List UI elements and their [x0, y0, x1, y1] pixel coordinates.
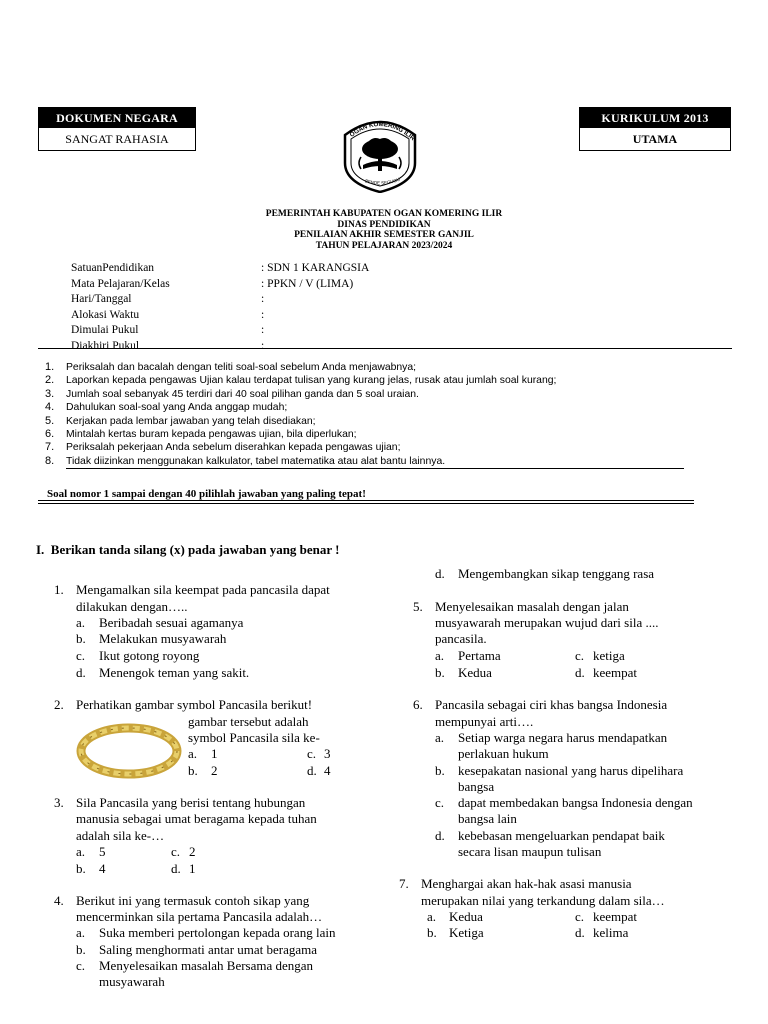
option-label[interactable]: a. — [76, 925, 86, 940]
title-line: DINAS PENDIDIKAN — [337, 219, 431, 230]
option-label[interactable]: b. — [435, 665, 445, 680]
option-label[interactable]: d. — [435, 566, 445, 581]
option-label[interactable]: b. — [76, 631, 86, 646]
option-text[interactable]: Setiap warga negara harus mendapatkan — [458, 730, 668, 745]
logo-text-top: OGAN KOMERING ILIR — [348, 120, 416, 143]
identity-value: : SDN 1 KARANGSIA — [261, 262, 370, 274]
instruction-text: Soal nomor 1 sampai dengan 40 pilihlah jawaban yang paling tepat! — [47, 488, 366, 500]
identity-label: Alokasi Waktu — [71, 308, 140, 321]
option-text[interactable]: 4 — [324, 763, 331, 778]
identity-label: SatuanPendidikan — [71, 262, 155, 274]
question-number: 2. — [54, 697, 64, 712]
question-text: manusia sebagai umat beragama kepada tuhan — [76, 811, 317, 826]
option-label[interactable]: a. — [435, 648, 445, 663]
option-text[interactable]: Mengembangkan sikap tenggang rasa — [458, 566, 655, 581]
section-heading: I. Berikan tanda silang (x) pada jawaban yang benar ! — [36, 542, 340, 557]
option-text-continued[interactable]: perlakuan hukum — [458, 746, 549, 761]
option-text-continued[interactable]: bangsa lain — [458, 811, 517, 826]
identity-label: Mata Pelajaran/Kelas — [71, 277, 170, 290]
question-text: mencerminkan sila pertama Pancasila adalah… — [76, 909, 323, 924]
question-text: musyawarah merupakan wujud dari sila .... — [435, 615, 659, 630]
question-text: merupakan nilai yang terkandung dalam sila… — [421, 893, 665, 908]
title-line: PENILAIAN AKHIR SEMESTER GANJIL — [294, 230, 474, 240]
double-rule — [38, 500, 694, 504]
option-label[interactable]: c. — [575, 648, 585, 663]
option-label[interactable]: a. — [76, 615, 86, 630]
option-text[interactable]: Ikut gotong royong — [99, 648, 200, 663]
option-label[interactable]: c. — [171, 844, 181, 859]
option-text[interactable]: 3 — [324, 746, 331, 761]
identity-value: : — [261, 293, 265, 305]
question-text: gambar tersebut adalah — [188, 714, 309, 729]
option-text[interactable]: ketiga — [593, 648, 625, 663]
question-number: 4. — [54, 893, 64, 908]
option-text[interactable]: 1 — [211, 746, 218, 761]
question-text: Sila Pancasila yang berisi tentang hubungan — [76, 795, 306, 810]
option-text[interactable]: 2 — [189, 844, 196, 859]
question-text: mempunyai arti…. — [435, 714, 534, 729]
option-label[interactable]: c. — [76, 958, 86, 973]
option-label[interactable]: a. — [188, 746, 198, 761]
classification-subtitle: SANGAT RAHASIA — [65, 132, 169, 146]
option-label[interactable]: b. — [76, 861, 86, 876]
question-text: Perhatikan gambar symbol Pancasila berikut! — [76, 697, 313, 712]
identity-label: Diakhiri Pukul — [71, 339, 140, 352]
logo-text-bottom: BENDE SEGUGU — [364, 176, 401, 186]
identity-value: : PPKN / V (LIMA) — [261, 277, 354, 290]
option-label[interactable]: d. — [575, 925, 585, 940]
option-label[interactable]: c. — [76, 648, 86, 663]
option-text[interactable]: dapat membedakan bangsa Indonesia dengan — [458, 795, 693, 810]
question-number: 7. — [399, 876, 409, 891]
question-number: 3. — [54, 795, 64, 810]
option-text[interactable]: Menyelesaikan masalah Bersama dengan — [99, 958, 314, 973]
option-label[interactable]: d. — [435, 828, 445, 843]
option-text[interactable]: kebebasan mengeluarkan pendapat baik — [458, 828, 665, 843]
classification-title: DOKUMEN NEGARA — [39, 108, 195, 128]
option-text[interactable]: kelima — [593, 925, 629, 940]
curriculum-subtitle: UTAMA — [632, 132, 678, 146]
question-number: 6. — [413, 697, 423, 712]
identity-value: : — [261, 308, 265, 321]
option-label[interactable]: d. — [307, 763, 317, 778]
option-text[interactable]: Menengok teman yang sakit. — [99, 665, 250, 680]
question-text: symbol Pancasila sila ke- — [188, 730, 320, 745]
document-classification-box — [38, 107, 196, 151]
option-text[interactable]: 2 — [211, 763, 218, 778]
question-text: pancasila. — [435, 631, 487, 646]
identity-label: Dimulai Pukul — [71, 324, 139, 336]
chain-icon — [74, 722, 184, 780]
option-text[interactable]: Suka memberi pertolongan kepada orang lain — [99, 925, 336, 940]
option-label[interactable]: a. — [435, 730, 445, 745]
option-text[interactable]: 4 — [99, 861, 106, 876]
option-label[interactable]: a. — [76, 844, 86, 859]
option-text[interactable]: Ketiga — [449, 925, 484, 940]
question-number: 1. — [54, 582, 64, 597]
curriculum-box — [579, 107, 731, 151]
curriculum-title: KURIKULUM 2013 — [580, 108, 730, 128]
option-text[interactable]: Kedua — [458, 665, 492, 680]
option-text-continued[interactable]: musyawarah — [99, 974, 165, 989]
option-label[interactable]: c. — [435, 795, 445, 810]
option-text[interactable]: kesepakatan nasional yang harus dipelihara — [458, 763, 684, 778]
option-label[interactable]: b. — [435, 763, 445, 778]
title-line: PEMERINTAH KABUPATEN OGAN KOMERING ILIR — [265, 209, 503, 219]
option-text[interactable]: Pertama — [458, 648, 501, 663]
option-label[interactable]: d. — [171, 861, 181, 876]
option-text[interactable]: 5 — [99, 844, 106, 859]
option-label[interactable]: d. — [76, 665, 86, 680]
question-text: Berikut ini yang termasuk contoh sikap yang — [76, 893, 310, 908]
option-text[interactable]: Kedua — [449, 909, 483, 924]
identity-value: : — [261, 339, 265, 352]
identity-label: Hari/Tanggal — [71, 293, 132, 305]
option-label[interactable]: b. — [427, 925, 437, 940]
question-text: adalah sila ke-… — [76, 828, 165, 843]
option-text[interactable]: keempat — [593, 665, 638, 680]
question-text: dilakukan dengan….. — [76, 599, 188, 614]
option-text[interactable]: Melakukan musyawarah — [99, 631, 227, 646]
option-text[interactable]: 1 — [189, 861, 196, 876]
option-label[interactable]: b. — [76, 942, 86, 957]
option-label[interactable]: d. — [575, 665, 585, 680]
regency-emblem-icon — [335, 113, 425, 193]
question-text: Menghargai akan hak-hak asasi manusia — [421, 876, 632, 891]
option-label[interactable]: c. — [307, 746, 317, 761]
title-line: TAHUN PELAJARAN 2023/2024 — [315, 240, 453, 251]
identity-value: : — [261, 324, 265, 336]
divider-line — [38, 348, 732, 349]
option-text[interactable]: Beribadah sesuai agamanya — [99, 615, 244, 630]
option-text[interactable]: Saling menghormati antar umat beragama — [99, 942, 318, 957]
option-label[interactable]: a. — [427, 909, 437, 924]
option-text[interactable]: keempat — [593, 909, 638, 924]
question-text: Pancasila sebagai ciri khas bangsa Indonesia — [435, 697, 668, 712]
option-label[interactable]: b. — [188, 763, 198, 778]
rules-underline — [66, 468, 684, 469]
exam-title-block — [0, 209, 768, 251]
option-text-continued[interactable]: bangsa — [458, 779, 495, 794]
option-text-continued[interactable]: secara lisan maupun tulisan — [458, 844, 602, 859]
question-number: 5. — [413, 599, 423, 614]
question-text: Mengamalkan sila keempat pada pancasila dapat — [76, 582, 330, 597]
option-label[interactable]: c. — [575, 909, 585, 924]
question-text: Menyelesaikan masalah dengan jalan — [435, 599, 629, 614]
